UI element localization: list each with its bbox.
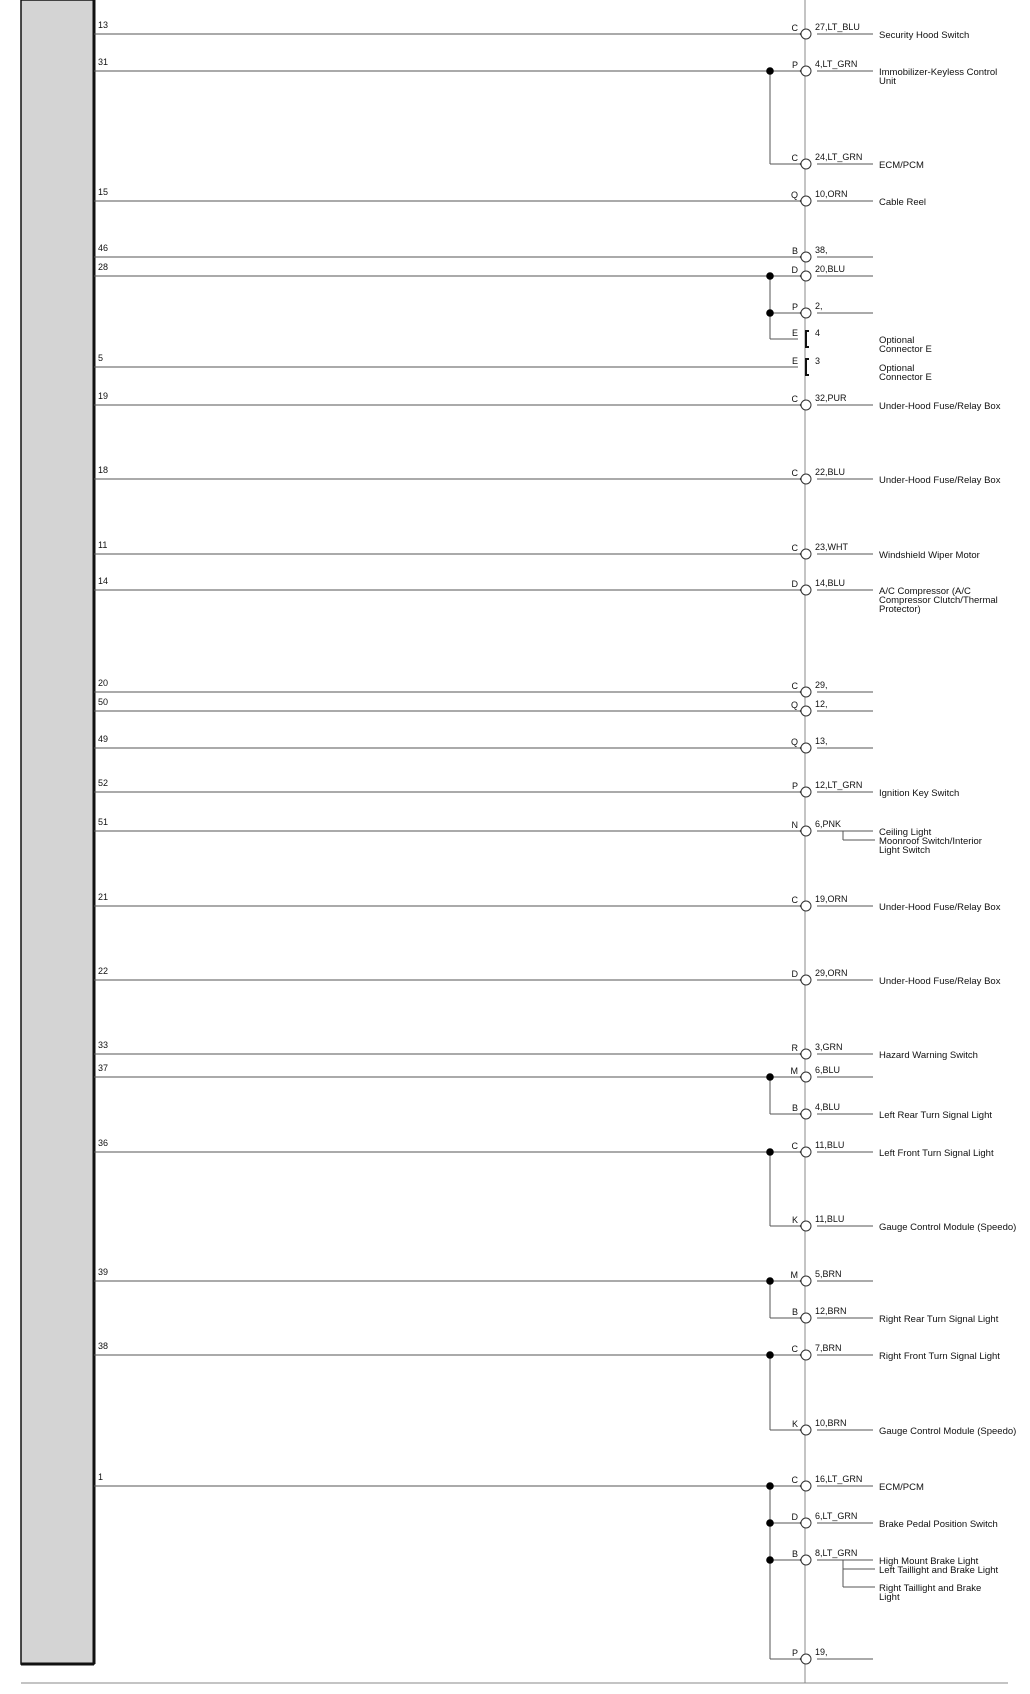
connector-letter: M bbox=[790, 1270, 798, 1280]
splice-dot bbox=[766, 1556, 774, 1564]
connector-letter: N bbox=[791, 820, 798, 830]
destination-label: Windshield Wiper Motor bbox=[879, 550, 980, 561]
wire-row bbox=[770, 1647, 873, 1664]
destination-label: Left Taillight and Brake Light bbox=[879, 1565, 999, 1576]
destination-label: Protector) bbox=[879, 604, 921, 615]
connector-letter: C bbox=[791, 1141, 798, 1151]
wire-row bbox=[94, 465, 1001, 486]
destination-label: Right Rear Turn Signal Light bbox=[879, 1314, 999, 1325]
destination-label: Connector E bbox=[879, 344, 932, 355]
pin-number: 5 bbox=[98, 353, 104, 363]
wire-row bbox=[94, 678, 873, 697]
splice-dot bbox=[766, 1277, 774, 1285]
connector-pin: 19,ORN bbox=[815, 894, 848, 904]
connector-terminal bbox=[801, 826, 811, 836]
pin-number: 20 bbox=[98, 678, 109, 688]
pin-number: 37 bbox=[98, 1063, 109, 1073]
connector-pin: 5,BRN bbox=[815, 1269, 842, 1279]
destination-label: Compressor Clutch/Thermal bbox=[879, 595, 998, 606]
connector-terminal bbox=[801, 474, 811, 484]
connector-pin: 22,BLU bbox=[815, 467, 846, 477]
connector-pin: 3 bbox=[815, 356, 821, 366]
connector-letter: C bbox=[791, 153, 798, 163]
wire-row bbox=[770, 301, 873, 318]
connector-terminal bbox=[801, 1518, 811, 1528]
connector-letter: R bbox=[791, 1043, 798, 1053]
wire-row bbox=[94, 391, 1001, 412]
connector-terminal bbox=[801, 66, 811, 76]
destination-label: Right Front Turn Signal Light bbox=[879, 1351, 1000, 1362]
destination-label: High Mount Brake Light bbox=[879, 1556, 979, 1567]
destination-label: Left Rear Turn Signal Light bbox=[879, 1110, 993, 1121]
optional-connector-bracket bbox=[806, 331, 809, 347]
connector-terminal bbox=[801, 1072, 811, 1082]
connector-letter: C bbox=[791, 895, 798, 905]
wire-row bbox=[94, 540, 980, 561]
connector-letter: C bbox=[791, 23, 798, 33]
connector-terminal bbox=[801, 743, 811, 753]
wire-row bbox=[94, 262, 873, 281]
destination-label: Under-Hood Fuse/Relay Box bbox=[879, 401, 1001, 412]
destination-label: Optional bbox=[879, 363, 915, 374]
destination-label: Right Taillight and Brake bbox=[879, 1583, 982, 1594]
optional-connector-bracket bbox=[806, 359, 809, 375]
destination-label: ECM/PCM bbox=[879, 1482, 924, 1493]
connector-terminal bbox=[801, 196, 811, 206]
splice-dot bbox=[766, 1148, 774, 1156]
pin-number: 36 bbox=[98, 1138, 109, 1148]
pin-number: 13 bbox=[98, 20, 109, 30]
connector-letter: M bbox=[790, 1066, 798, 1076]
connector-terminal bbox=[801, 787, 811, 797]
wire-row bbox=[94, 187, 926, 208]
wire-row bbox=[94, 576, 998, 615]
wire-row bbox=[770, 1214, 1016, 1233]
connector-terminal bbox=[801, 1221, 811, 1231]
connector-letter: C bbox=[791, 468, 798, 478]
connector-letter: P bbox=[791, 781, 798, 791]
connector-terminal bbox=[801, 549, 811, 559]
connector-terminal bbox=[801, 1425, 811, 1435]
connector-pin: 29,ORN bbox=[815, 968, 848, 978]
connector-pin: 14,BLU bbox=[815, 578, 846, 588]
pin-number: 50 bbox=[98, 697, 109, 707]
connector-terminal bbox=[801, 706, 811, 716]
wire-row bbox=[94, 1341, 1000, 1362]
wire-row bbox=[94, 20, 969, 41]
pin-number: 51 bbox=[98, 817, 109, 827]
destination-label: Left Front Turn Signal Light bbox=[879, 1148, 994, 1159]
wire-row bbox=[94, 1040, 978, 1061]
destination-label: Moonroof Switch/Interior bbox=[879, 836, 982, 847]
pin-number: 14 bbox=[98, 576, 109, 586]
module-frame bbox=[21, 0, 1008, 1683]
destination-label: Cable Reel bbox=[879, 197, 926, 208]
connector-terminal bbox=[801, 1350, 811, 1360]
wire-row bbox=[770, 152, 924, 171]
connector-letter: B bbox=[791, 1307, 798, 1317]
wire-row bbox=[770, 1102, 992, 1121]
wire-row bbox=[94, 1063, 873, 1082]
connector-terminal bbox=[801, 687, 811, 697]
pin-number: 52 bbox=[98, 778, 109, 788]
connector-letter: P bbox=[791, 60, 798, 70]
pin-number: 15 bbox=[98, 187, 109, 197]
destination-label: Brake Pedal Position Switch bbox=[879, 1519, 998, 1530]
pin-number: 31 bbox=[98, 57, 109, 67]
wire-row bbox=[770, 1548, 999, 1603]
connector-pin: 11,BLU bbox=[815, 1214, 845, 1224]
pin-number: 28 bbox=[98, 262, 109, 272]
pin-number: 38 bbox=[98, 1341, 109, 1351]
connector-pin: 23,WHT bbox=[815, 542, 849, 552]
pin-number: 21 bbox=[98, 892, 109, 902]
connector-pin: 20,BLU bbox=[815, 264, 846, 274]
splice-dot bbox=[766, 1482, 774, 1490]
connector-pin: 12, bbox=[815, 699, 828, 709]
destination-label: Under-Hood Fuse/Relay Box bbox=[879, 976, 1001, 987]
wire-row bbox=[94, 817, 982, 856]
wire-row bbox=[94, 57, 997, 87]
wire-row bbox=[94, 243, 873, 262]
connector-letter: Q bbox=[790, 737, 798, 747]
wire-row bbox=[94, 734, 873, 753]
pin-number: 1 bbox=[98, 1472, 104, 1482]
connector-letter: D bbox=[791, 579, 798, 589]
connector-pin: 29, bbox=[815, 680, 828, 690]
pin-number: 11 bbox=[98, 540, 108, 550]
connector-pin: 6,LT_GRN bbox=[815, 1511, 858, 1521]
destination-label: Ignition Key Switch bbox=[879, 788, 960, 799]
connector-terminal bbox=[801, 29, 811, 39]
control-module-body bbox=[21, 0, 94, 1664]
connector-pin: 16,LT_GRN bbox=[815, 1474, 863, 1484]
wire-runs bbox=[94, 20, 1016, 1664]
connector-letter: P bbox=[791, 302, 798, 312]
splice-dot bbox=[766, 309, 774, 317]
connector-pin: 12,LT_GRN bbox=[815, 780, 863, 790]
pin-number: 33 bbox=[98, 1040, 109, 1050]
destination-label: Security Hood Switch bbox=[879, 30, 970, 41]
destination-label: Light Switch bbox=[879, 845, 931, 856]
connector-pin: 12,BRN bbox=[815, 1306, 847, 1316]
connector-letter: E bbox=[791, 328, 798, 338]
destination-label: Optional bbox=[879, 335, 915, 346]
connector-terminal bbox=[801, 1555, 811, 1565]
connector-letter: C bbox=[791, 681, 798, 691]
connector-letter: D bbox=[791, 265, 798, 275]
connector-terminal bbox=[801, 975, 811, 985]
connector-pin: 7,BRN bbox=[815, 1343, 842, 1353]
connector-letter: D bbox=[791, 1512, 798, 1522]
connector-pin: 4,BLU bbox=[815, 1102, 841, 1112]
connector-letter: C bbox=[791, 543, 798, 553]
connector-pin: 3,GRN bbox=[815, 1042, 843, 1052]
connector-pin: 8,LT_GRN bbox=[815, 1548, 858, 1558]
connector-letter: D bbox=[791, 969, 798, 979]
connector-pin: 6,PNK bbox=[815, 819, 842, 829]
wire-row bbox=[94, 892, 1001, 913]
splice-dot bbox=[766, 1351, 774, 1359]
connector-pin: 19, bbox=[815, 1647, 828, 1657]
connector-letter: B bbox=[791, 246, 798, 256]
destination-label: Light bbox=[879, 1592, 900, 1603]
destination-label: Under-Hood Fuse/Relay Box bbox=[879, 902, 1001, 913]
connector-letter: K bbox=[791, 1419, 798, 1429]
connector-terminal bbox=[801, 1147, 811, 1157]
destination-label: Under-Hood Fuse/Relay Box bbox=[879, 475, 1001, 486]
splice-dot bbox=[766, 272, 774, 280]
connector-terminal bbox=[801, 400, 811, 410]
destination-label: ECM/PCM bbox=[879, 160, 924, 171]
connector-pin: 4,LT_GRN bbox=[815, 59, 858, 69]
wire-row bbox=[94, 1138, 994, 1159]
connector-letter: C bbox=[791, 1344, 798, 1354]
connector-pin: 10,ORN bbox=[815, 189, 848, 199]
destination-label: A/C Compressor (A/C bbox=[879, 586, 971, 597]
wire-row bbox=[770, 1306, 999, 1325]
connector-letter: B bbox=[791, 1549, 798, 1559]
destination-label: Gauge Control Module (Speedo) bbox=[879, 1426, 1017, 1437]
connector-letter: C bbox=[791, 1475, 798, 1485]
connector-terminal bbox=[801, 1481, 811, 1491]
pin-number: 22 bbox=[98, 966, 109, 976]
pin-number: 49 bbox=[98, 734, 109, 744]
destination-label: Gauge Control Module (Speedo) bbox=[879, 1222, 1017, 1233]
connector-terminal bbox=[801, 1313, 811, 1323]
connector-pin: 10,BRN bbox=[815, 1418, 847, 1428]
connector-terminal bbox=[801, 585, 811, 595]
connector-pin: 6,BLU bbox=[815, 1065, 841, 1075]
connector-terminal bbox=[801, 1654, 811, 1664]
destination-label: Ceiling Light bbox=[879, 827, 932, 838]
pin-number: 19 bbox=[98, 391, 109, 401]
wire-row bbox=[770, 1511, 998, 1530]
wire-row bbox=[94, 966, 1001, 987]
pin-number: 18 bbox=[98, 465, 109, 475]
connector-letter: B bbox=[791, 1103, 798, 1113]
splice-dot bbox=[766, 67, 774, 75]
connector-terminal bbox=[801, 271, 811, 281]
wire-row bbox=[94, 697, 873, 716]
connector-letter: E bbox=[791, 356, 798, 366]
wire-row bbox=[94, 1472, 924, 1493]
destination-label: Unit bbox=[879, 76, 896, 87]
connector-pin: 2, bbox=[815, 301, 823, 311]
connector-pin: 24,LT_GRN bbox=[815, 152, 863, 162]
connector-pin: 27,LT_BLU bbox=[815, 22, 860, 32]
destination-label: Hazard Warning Switch bbox=[879, 1050, 978, 1061]
connector-terminal bbox=[801, 1276, 811, 1286]
connector-terminal bbox=[801, 901, 811, 911]
connector-terminal bbox=[801, 1109, 811, 1119]
wire-row bbox=[94, 1267, 873, 1286]
splice-dot bbox=[766, 1073, 774, 1081]
wire-row bbox=[94, 778, 959, 799]
connector-pin: 4 bbox=[815, 328, 821, 338]
wire-row bbox=[94, 353, 932, 383]
pin-number: 46 bbox=[98, 243, 109, 253]
pin-number: 39 bbox=[98, 1267, 109, 1277]
connector-pin: 11,BLU bbox=[815, 1140, 845, 1150]
connector-terminal bbox=[801, 159, 811, 169]
connector-pin: 32,PUR bbox=[815, 393, 847, 403]
connector-letter: Q bbox=[790, 700, 798, 710]
connector-terminal bbox=[801, 1049, 811, 1059]
connector-pin: 13, bbox=[815, 736, 828, 746]
wire-row bbox=[770, 328, 932, 355]
connector-terminal bbox=[801, 308, 811, 318]
destination-label: Connector E bbox=[879, 372, 932, 383]
connector-letter: Q bbox=[790, 190, 798, 200]
connector-pin: 38, bbox=[815, 245, 828, 255]
wire-row bbox=[770, 1418, 1016, 1437]
connector-letter: P bbox=[791, 1648, 798, 1658]
connector-letter: C bbox=[791, 394, 798, 404]
connector-letter: K bbox=[791, 1215, 798, 1225]
destination-label: Immobilizer-Keyless Control bbox=[879, 67, 998, 78]
splice-dot bbox=[766, 1519, 774, 1527]
connector-terminal bbox=[801, 252, 811, 262]
